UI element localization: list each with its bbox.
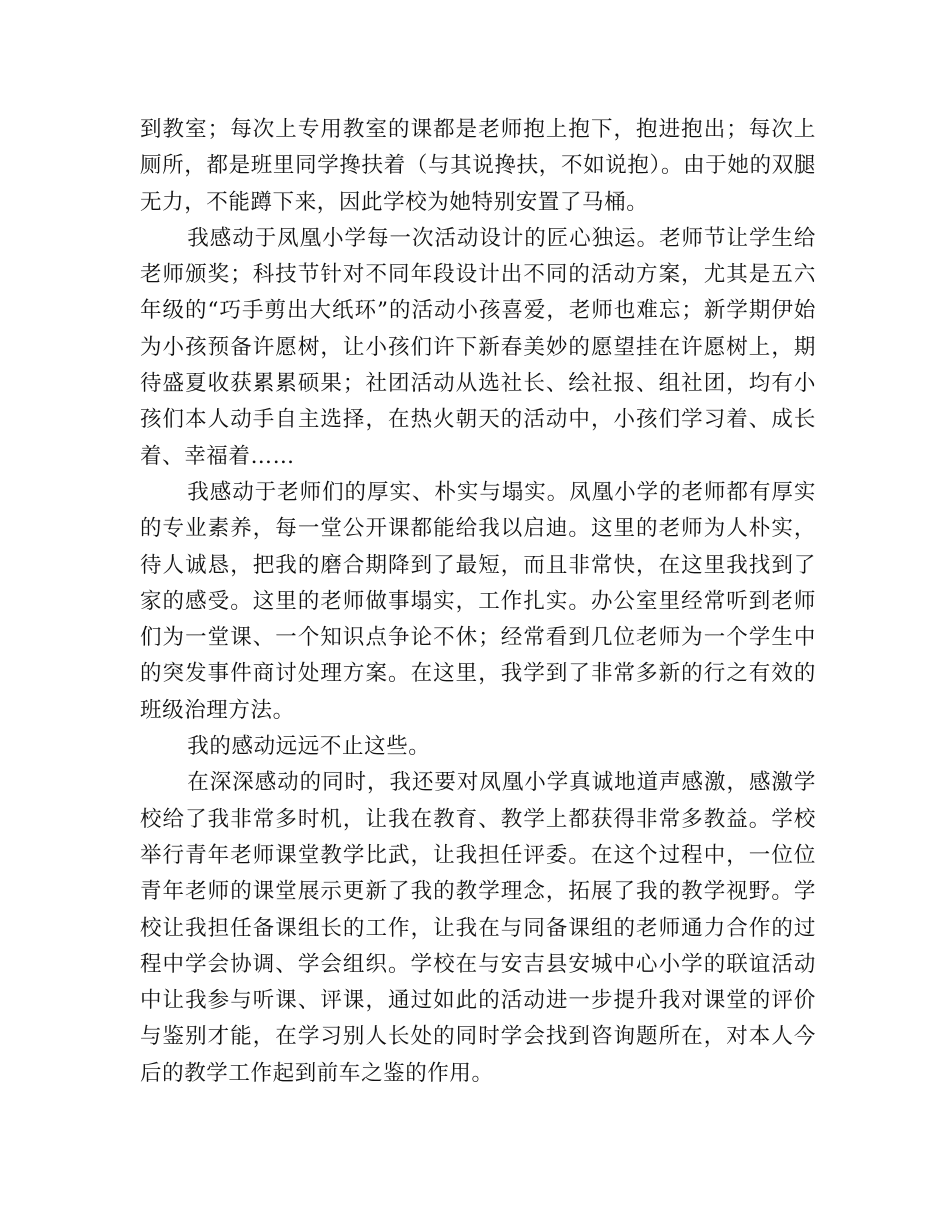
paragraph-activity-design: 我感动于凤凰小学每一次活动设计的匠心独运。老师节让学生给老师颁奖；科技节针对不同年段设计出不同的活动方案，尤其是五六年级的“巧手剪出大纸环”的活动小孩喜爱，老师也难忘；新学期伊始为小孩预备许愿树，让小孩们许下新春美妙的愿望挂在许愿树上，期待盛夏收获累累硕果；社团活动从选社长、绘社报、组社团，均有小孩们本人动手自主选择，在热火朝天的活动中，小孩们学习着、成长着、幸福着…… — [140, 225, 816, 469]
paragraph-continued: 到教室；每次上专用教室的课都是老师抱上抱下，抱进抱出；每次上厕所，都是班里同学搀扶着（与其说搀扶，不如说抱）。由于她的双腿无力，不能蹲下来，因此学校为她特别安置了马桶。 — [140, 117, 816, 215]
document-body — [140, 112, 816, 1092]
paragraph-teachers: 我感动于老师们的厚实、朴实与塌实。凤凰小学的老师都有厚实的专业素养，每一堂公开课都能给我以启迪。这里的老师为人朴实，待人诚恳，把我的磨合期降到了最短，而且非常快，在这里我找到了家的感受。这里的老师做事塌实，工作扎实。办公室里经常听到老师们为一堂课、一个知识点争论不休；经常看到几位老师为一个学生中的突发事件商讨处理方案。在这里，我学到了非常多新的行之有效的班级治理方法。 — [140, 479, 816, 723]
paragraph-gratitude: 在深深感动的同时，我还要对凤凰小学真诚地道声感激，感激学校给了我非常多时机，让我在教育、教学上都获得非常多教益。学校举行青年老师课堂教学比武，让我担任评委。在这个过程中，一位位青年老师的课堂展示更新了我的教学理念，拓展了我的教学视野。学校让我担任备课组长的工作，让我在与同备课组的老师通力合作的过程中学会协调、学会组织。学校在与安吉县安城中心小学的联谊活动中让我参与听课、评课，通过如此的活动进一步提升我对课堂的评价与鉴别才能，在学习别人长处的同时学会找到咨询题所在，对本人今后的教学工作起到前车之鉴的作用。 — [140, 770, 816, 1086]
paragraph-more-touched: 我的感动远远不止这些。 — [187, 734, 431, 760]
